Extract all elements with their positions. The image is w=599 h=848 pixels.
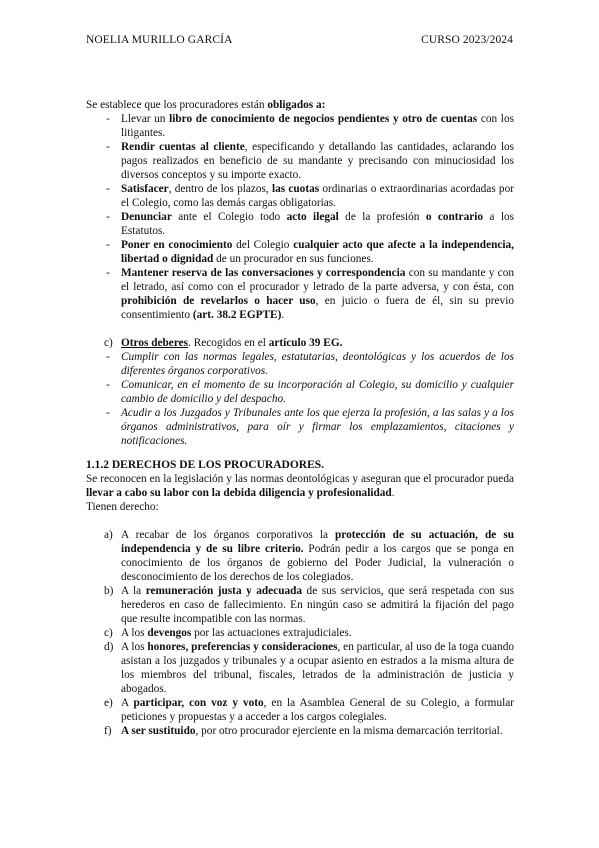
item-bold: Denunciar bbox=[121, 211, 172, 223]
list-marker: a) bbox=[104, 529, 113, 541]
list-item bbox=[86, 140, 514, 182]
other-duties-section bbox=[86, 336, 514, 350]
item-bold: Rendir cuentas al cliente bbox=[121, 141, 245, 153]
item-bold: las cuotas bbox=[271, 183, 320, 195]
list-item bbox=[86, 182, 514, 210]
item-text: Podrán pedir a los cargos que se ponga en conocimiento de los órganos de gobierno del Poder Judicial, la vulneración o desconocimiento de los derechos de los colegiados. bbox=[121, 543, 514, 583]
item-bold: prohibición de revelarlos o hacer uso bbox=[121, 295, 316, 307]
list-item bbox=[86, 238, 514, 266]
item-bold: devengos bbox=[147, 627, 192, 639]
obligations-list bbox=[86, 112, 514, 322]
item-text: del Colegio bbox=[232, 239, 294, 251]
item-bold: libro de conocimiento de negocios pendientes y otro de cuentas bbox=[169, 113, 478, 125]
item-text: por las actuaciones extrajudiciales. bbox=[191, 627, 352, 639]
list-item bbox=[86, 640, 514, 696]
item-text: con los litigantes. bbox=[121, 113, 514, 139]
other-duties-heading bbox=[86, 336, 514, 350]
course-label: CURSO 2023/2024 bbox=[421, 34, 513, 46]
list-marker: c) bbox=[104, 337, 113, 349]
item-text: , especificando y detallando las cantidades, aclarando los pagos realizados en beneficio de su mandante y precisando con minuciosidad los diversos conceptos y su importe exacto. bbox=[121, 141, 515, 181]
item-text: , dentro de los plazos, bbox=[168, 183, 272, 195]
paragraph-text: Se reconocen en la legislación y las normas deontológicas y aseguran que el procurador pueda bbox=[86, 473, 514, 485]
list-marker: d) bbox=[104, 641, 114, 653]
page-header bbox=[86, 34, 513, 50]
list-item: - Acudir a los Juzgados y Tribunales ante los que ejerza la profesión, a las salas y a los órganos administrativos, para oír y firmar los emplazamientos, citaciones y notificaciones. bbox=[86, 406, 514, 448]
item-text: . Recogidos en el bbox=[188, 337, 269, 349]
item-bold: remuneración justa y adecuada bbox=[145, 585, 303, 597]
item-bold: protección de su actuación, de su independencia y de su libre criterio. bbox=[121, 529, 515, 555]
item-text: A la bbox=[121, 585, 146, 597]
item-bold: (art. 38.2 EGPTE) bbox=[192, 309, 282, 321]
list-item bbox=[86, 696, 514, 724]
rights-intro: Tienen derecho: bbox=[86, 501, 159, 513]
intro-text: Se establece que los procuradores están bbox=[86, 99, 268, 111]
item-bold: Satisfacer bbox=[121, 183, 169, 195]
item-text: de la profesión bbox=[338, 211, 426, 223]
item-text: a los Estatutos. bbox=[121, 211, 514, 237]
section-paragraph bbox=[86, 472, 514, 500]
item-text: ante el Colegio todo bbox=[171, 211, 287, 223]
list-item bbox=[86, 266, 514, 322]
intro-paragraph bbox=[86, 98, 514, 112]
item-bold: Mantener reserva de las conversaciones y correspondencia bbox=[121, 267, 406, 279]
list-item bbox=[86, 626, 514, 640]
list-item: - Comunicar, en el momento de su incorporación al Colegio, su domicilio y cualquier cambio de domicilio y del despacho. bbox=[86, 378, 514, 406]
item-bold: participar, con voz y voto bbox=[133, 697, 264, 709]
item-text: ordinarias o extraordinarias acordadas por el Colegio, como las demás cargas obligatorias. bbox=[121, 183, 514, 209]
intro-bold: obligados a: bbox=[267, 99, 326, 111]
list-marker: b) bbox=[104, 585, 114, 597]
list-item bbox=[86, 724, 514, 738]
item-text: , en la Asamblea General de su Colegio, a formular peticiones y propuestas y a acceder a los cargos colegiales. bbox=[121, 697, 515, 723]
item-text: A los bbox=[121, 641, 148, 653]
other-duties-list bbox=[86, 350, 514, 448]
item-text: A recabar de los órganos corporativos la bbox=[121, 529, 336, 541]
list-item: - Cumplir con las normas legales, estatutarias, deontológicas y los acuerdos de los diferentes órganos corporativos. bbox=[86, 350, 514, 378]
list-marker: e) bbox=[104, 697, 113, 709]
document-body bbox=[86, 98, 514, 738]
paragraph-bold: llevar a cabo su labor con la debida diligencia y profesionalidad bbox=[86, 487, 392, 499]
list-item bbox=[86, 528, 514, 584]
author-name: NOELIA MURILLO GARCÍA bbox=[86, 34, 233, 46]
item-text: con su mandante y con el letrado, así como con el procurador y letrado de la parte adversa, y con ésta, con bbox=[121, 267, 514, 293]
item-bold: A ser sustituido bbox=[121, 725, 196, 737]
list-marker: c) bbox=[104, 627, 113, 639]
list-marker: f) bbox=[104, 725, 112, 737]
article-ref: artículo 39 EG. bbox=[268, 337, 343, 349]
item-text: Llevar un bbox=[121, 113, 170, 125]
item-bold: Poner en conocimiento bbox=[121, 239, 233, 251]
item-bold: o contrario bbox=[425, 211, 484, 223]
section-heading: 1.1.2 DERECHOS DE LOS PROCURADORES. bbox=[86, 459, 325, 471]
item-bold: honores, preferencias y consideraciones bbox=[147, 641, 338, 653]
rights-list bbox=[86, 528, 514, 738]
item-text: , en juicio o fuera de él, sin su previo consentimiento bbox=[121, 295, 514, 321]
item-text: A bbox=[121, 697, 134, 709]
item-bold: acto ilegal bbox=[286, 211, 339, 223]
other-duties-title: Otros deberes bbox=[121, 337, 189, 349]
item-bold: cualquier acto que afecte a la independencia, libertad o dignidad bbox=[121, 239, 514, 265]
paragraph-text: . bbox=[391, 487, 395, 499]
item-text: , por otro procurador ejerciente en la misma demarcación territorial. bbox=[195, 725, 503, 737]
list-item bbox=[86, 210, 514, 238]
item-text: de un procurador en sus funciones. bbox=[213, 253, 374, 265]
item-text: , en particular, al uso de la toga cuando asistan a los juzgados y tribunales y a ocupar asiento en estrados a la misma altura de los miembros del tribunal, fiscales, letrados de la administración de justicia y abogados. bbox=[121, 641, 514, 695]
item-text: A los bbox=[121, 627, 148, 639]
list-item bbox=[86, 112, 514, 140]
list-item bbox=[86, 584, 514, 626]
item-text: de sus servicios, que será respetada con sus herederos en caso de fallecimiento. En ningún caso se admitirá la fijación del pago que resulte incompatible con las normas. bbox=[121, 585, 515, 625]
item-text: . bbox=[281, 309, 285, 321]
